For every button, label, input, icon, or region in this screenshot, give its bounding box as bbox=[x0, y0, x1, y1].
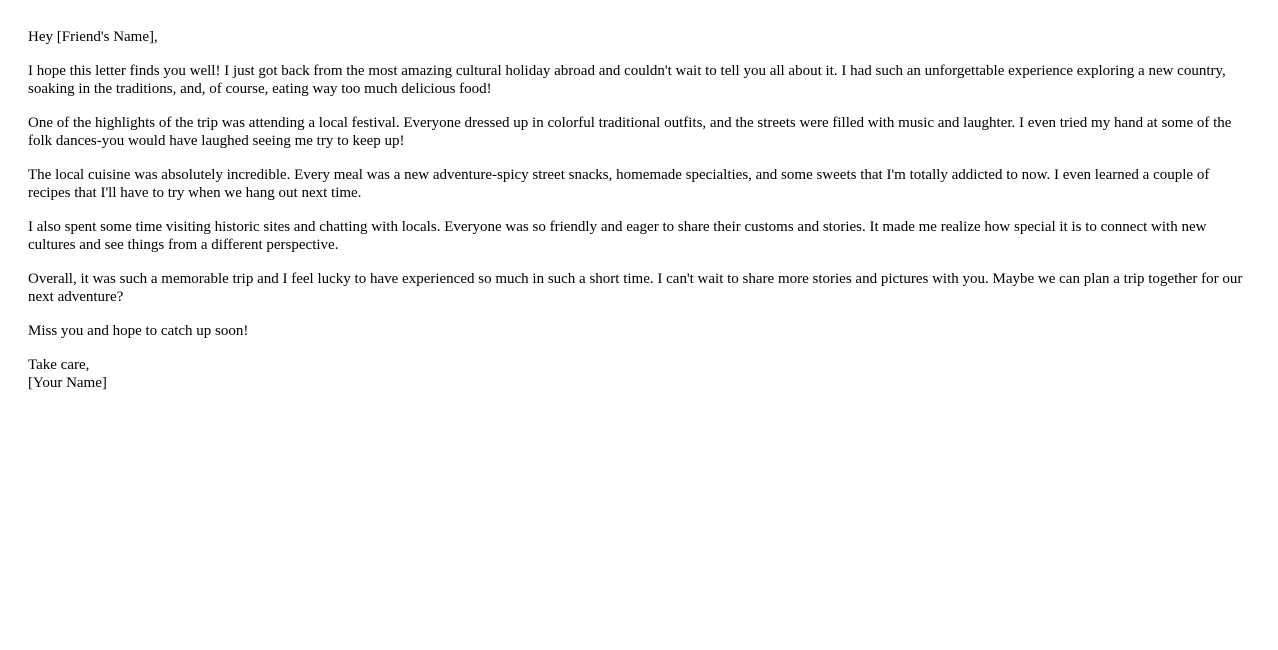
letter-paragraph-miss-you: Miss you and hope to catch up soon! bbox=[28, 323, 249, 339]
letter-closing bbox=[28, 356, 1252, 392]
letter-paragraph-cuisine: The local cuisine was absolutely incredible. Every meal was a new adventure-spicy street snacks, homemade specialties, and some sweets that I'm totally addicted to now. I even learned a couple of recipes that I'll have to try when we hang out next time. bbox=[28, 167, 1210, 201]
letter-paragraph-historic-sites: I also spent some time visiting historic sites and chatting with locals. Everyone was so friendly and eager to share their customs and stories. It made me realize how special it is to connect with new cultures and see things from a different perspective. bbox=[28, 219, 1207, 253]
letter-paragraph-intro: I hope this letter finds you well! I just got back from the most amazing cultural holiday abroad and couldn't wait to tell you all about it. I had such an unforgettable experience exploring a new country, soaking in the traditions, and, of course, eating way too much delicious food! bbox=[28, 63, 1226, 97]
letter-paragraph-overall: Overall, it was such a memorable trip and I feel lucky to have experienced so much in such a short time. I can't wait to share more stories and pictures with you. Maybe we can plan a trip together for our next adventure? bbox=[28, 271, 1243, 305]
letter-signature: [Your Name] bbox=[28, 375, 107, 391]
letter-paragraph-festival: One of the highlights of the trip was attending a local festival. Everyone dressed up in colorful traditional outfits, and the streets were filled with music and laughter. I even tried my hand at some of the folk dances-you would have laughed seeing me try to keep up! bbox=[28, 115, 1232, 149]
letter-body bbox=[28, 28, 1252, 408]
letter-greeting: Hey [Friend's Name], bbox=[28, 29, 158, 45]
letter-signoff: Take care, bbox=[28, 357, 90, 373]
